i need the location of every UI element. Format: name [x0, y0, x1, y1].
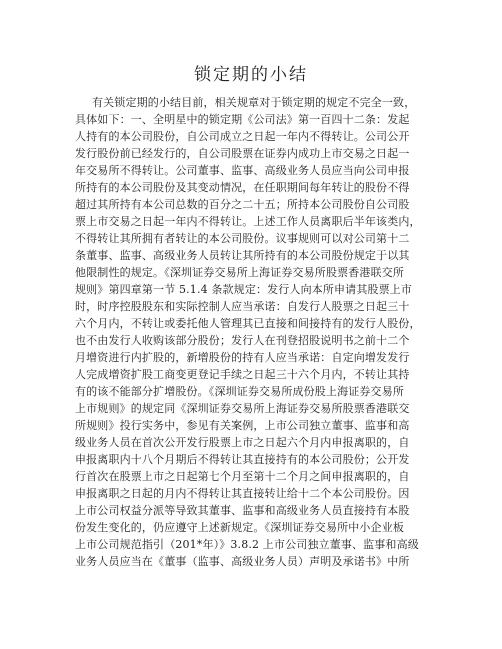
body-line: 也不由发行人收购该部分股份；发行人在刊登招股说明书之前十二个: [75, 334, 410, 347]
body-line: 上市规则》的规定同《深圳证券交易所上海证券交易所股票香港联交: [75, 402, 410, 415]
body-line: 所规则》投行实务中，参见有关案例，上市公司独立董事、监事和高: [75, 419, 410, 432]
body-line: 月增资进行内扩股的，新增股份的持有人应当承诺：自定向增发发行: [75, 351, 410, 364]
body-line: 申报离职内十八个月期后不得转让其直接持有的本公司股份；公开发: [75, 453, 410, 466]
body-line: 上市公司权益分派等导致其董事、监事和高级业务人员直接持有本股: [75, 504, 410, 517]
body-line: 时，时序控股股东和实际控制人应当承诺：自发行人股票之日起三十: [75, 300, 410, 313]
body-line: 规则》第四章第一节 5.1.4 条款规定：发行人向本所申请其股票上市: [75, 283, 413, 296]
body-line: 业务人员应当在《董事（监事、高级业务人员）声明及承诺书》中所: [75, 555, 410, 568]
body-line: 级业务人员在首次公开发行股票上市之日起六个月内申报离职的，自: [75, 436, 410, 449]
body-line: 有的该不能部分扩增股份。《深圳证券交易所成份股上海证券交易所: [75, 385, 404, 398]
body-line: 年交易所不得转让。公司董事、监事、高级业务人员应当向公司申报: [75, 164, 410, 177]
document-title: 锁定期的小结: [194, 65, 308, 85]
body-line: 发行股份前已经发行的，自公司股票在证券内成功上市交易之日起一: [75, 147, 410, 160]
body-line: 人持有的本公司股份，自公司成立之日起一年内不得转让。公司公开: [75, 130, 410, 143]
body-line: 份发生变化的，仍应遵守上述新规定。《深圳证券交易所中小企业板: [75, 521, 404, 534]
body-line: 票上市交易之日起一年内不得转让。上述工作人员离职后半年该类内，: [75, 215, 421, 228]
body-line: 申报离职之日起的月内不得转让其直接转让给十二个本公司股份。因: [75, 487, 410, 500]
body-line: 上市公司规范指引（201*年）》3.8.2 上市公司独立董事、监事和高级: [75, 538, 419, 551]
body-line: 不得转让其所拥有者转让的本公司股份。议事规则可以对公司第十二: [75, 232, 410, 245]
body-line: 有关锁定期的小结目前，相关规章对于锁定期的规定不完全一致，: [92, 96, 416, 109]
body-line: 六个月内，不转让或委托他人管理其已直接和间接持有的发行人股份，: [75, 317, 421, 330]
body-line: 他限制性的规定。《深圳证券交易所上海证券交易所股票香港联交所: [75, 266, 404, 279]
body-line: 人完成增资扩股工商变更登记手续之日起三十六个月内，不转让其持: [75, 368, 410, 381]
body-line: 具体如下：一、全明星中的锁定期《公司法》第一百四十二条：发起: [75, 113, 410, 126]
body-line: 所持有的本公司股份及其变动情况，在任职期间每年转让的股份不得: [75, 181, 410, 194]
body-line: 行首次在股票上市之日起第七个月至第十二个月之间申报离职的，自: [75, 470, 410, 483]
body-line: 条董事、监事、高级业务人员转让其所持有的本公司股份规定于以其: [75, 249, 410, 262]
body-line: 超过其所持有本公司总数的百分之二十五；所持本公司股份自公司股: [75, 198, 410, 211]
